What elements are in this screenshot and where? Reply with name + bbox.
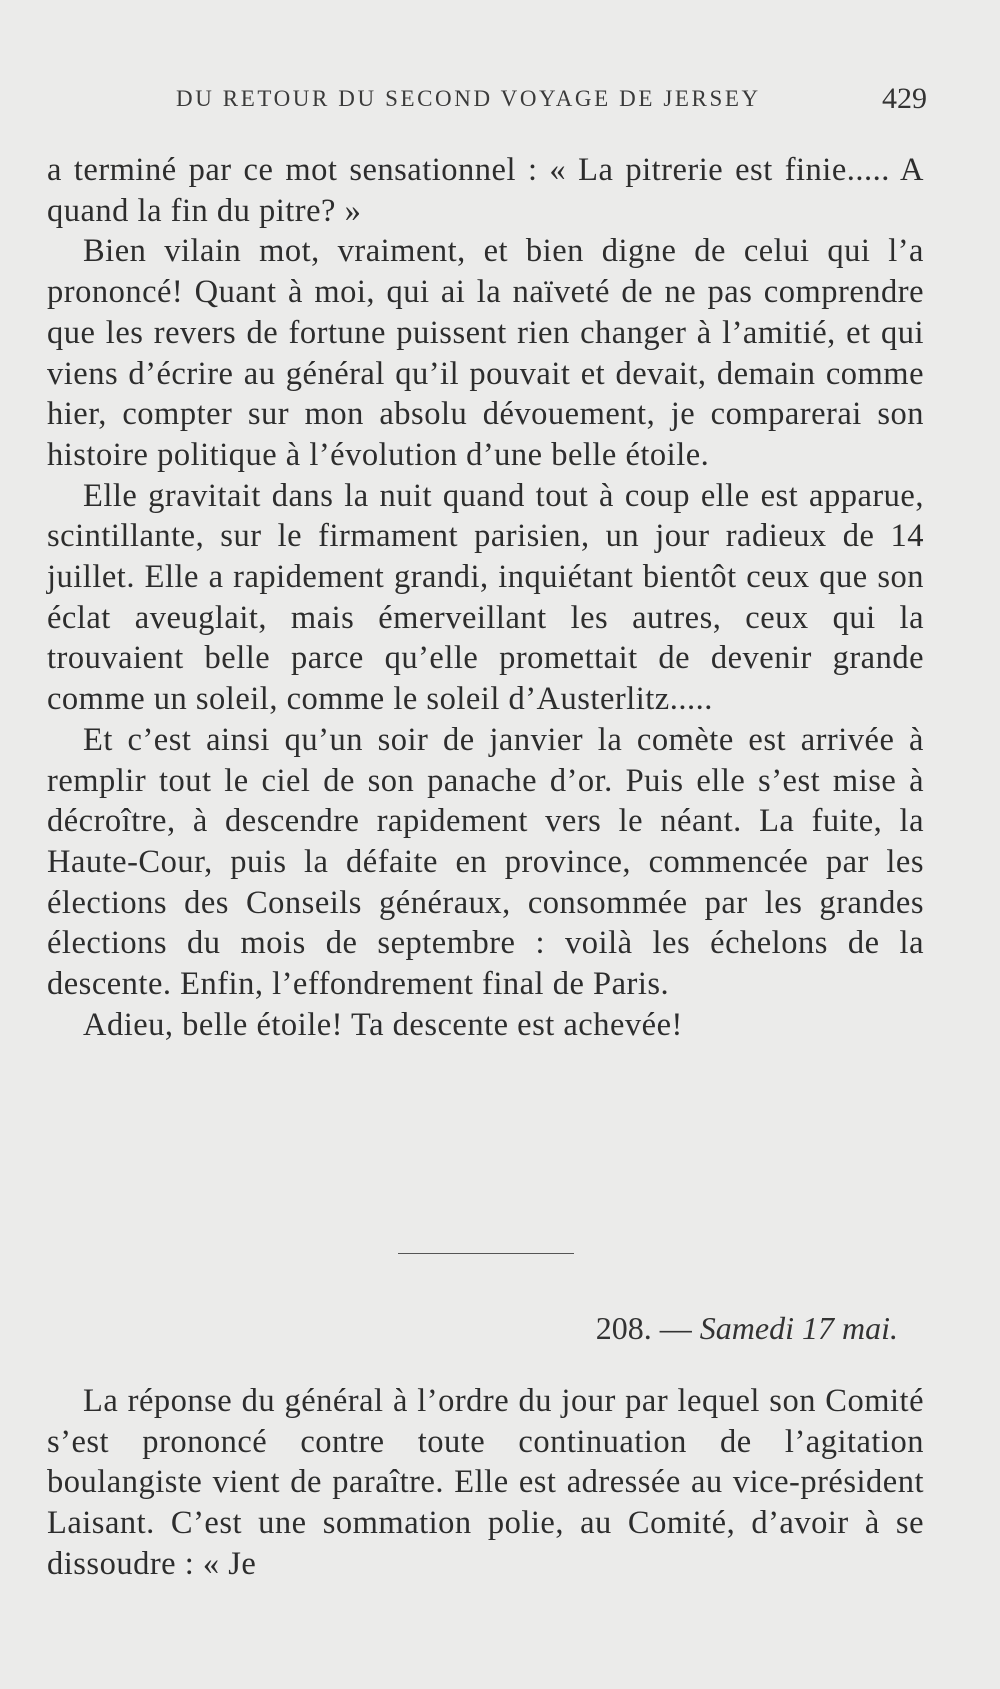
paragraph: Bien vilain mot, vraiment, et bien digne de celui qui l’a prononcé! Quant à moi, qui ai la naïveté de ne pas comprendre que les revers de fortune puissent rien changer à l’amitié, et qui viens d’écrire au général qu’il pouvait et devait, demain comme hier, compter sur mon absolu dévouement, je comparerai son histoire politique à l’évolution d’une belle étoile.	[47, 233, 924, 473]
paragraph: Elle gravitait dans la nuit quand tout à coup elle est apparue, scintillante, sur le firmament parisien, un jour radieux de 14 juillet. Elle a rapidement grandi, inquiétant bientôt ceux que son éclat aveuglait, mais émerveillant les autres, ceux qui la trouvaient belle parce qu’elle promettait de devenir grande comme un soleil, comme le soleil d’Austerlitz.....	[47, 477, 924, 718]
text-block-top	[47, 150, 924, 1045]
section-divider	[398, 1253, 574, 1254]
page-number: 429	[882, 82, 927, 115]
paragraph: a terminé par ce mot sensationnel : « La pitrerie est finie..... A quand la fin du pitre? »	[47, 152, 924, 229]
diary-entry-heading	[596, 1310, 898, 1347]
text-block-bottom	[47, 1381, 924, 1585]
paragraph: Et c’est ainsi qu’un soir de janvier la comète est arrivée à remplir tout le ciel de son panache d’or. Puis elle s’est mise à décroître, à descendre rapidement vers le néant. La fuite, la Haute-Cour, puis la défaite en province, commencée par les élections des Conseils généraux, consommée par les grandes élections du mois de septembre : voilà les échelons de la descente. Enfin, l’effondrement final de Paris.	[47, 721, 924, 1003]
paragraph: La réponse du général à l’ordre du jour par lequel son Comité s’est prononcé contre toute continuation de l’agitation boulangiste vient de paraître. Elle est adressée au vice-président Laisant. C’est une sommation polie, au Comité, d’avoir à se dissoudre : « Je	[47, 1383, 924, 1582]
running-head: DU RETOUR DU SECOND VOYAGE DE JERSEY	[176, 86, 761, 111]
paragraph: Adieu, belle étoile! Ta descente est achevée!	[83, 1006, 683, 1043]
entry-date: Samedi 17 mai.	[699, 1310, 898, 1346]
entry-number: 208. —	[595, 1310, 700, 1346]
